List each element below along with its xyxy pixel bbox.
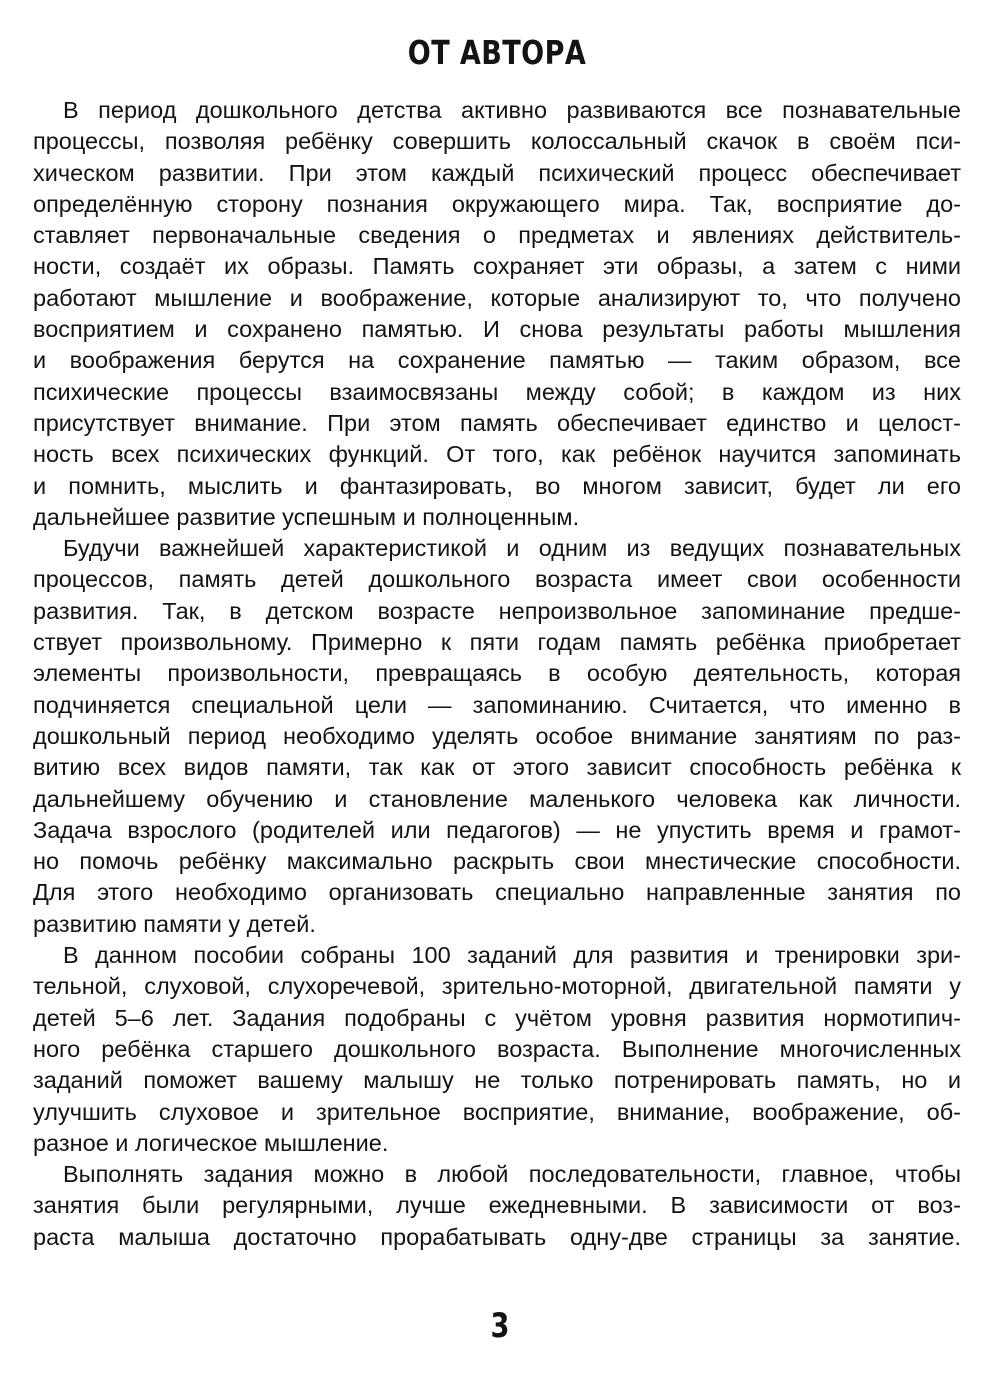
- text-line: и воображения берутся на сохранение памятью — таким образом, все: [33, 347, 961, 374]
- text-line: процессов, память детей дошкольного возраста имеет свои особенности: [33, 566, 961, 593]
- text-line: Будучи важнейшей характеристикой и одним из ведущих познавательных: [63, 535, 961, 562]
- text-line: В период дошкольного детства активно развиваются все познавательные: [63, 97, 961, 123]
- text-line: витию всех видов памяти, так как от этого зависит способность ребёнка к: [33, 754, 961, 781]
- text-line: подчиняется специальной цели — запоминанию. Считается, что именно в: [33, 691, 961, 718]
- text-line: ставляет первоначальные сведения о предметах и явлениях действитель-: [33, 222, 961, 249]
- page-title: ОТ АВТОРА: [407, 33, 587, 72]
- text-line: ного ребёнка старшего дошкольного возраста. Выполнение многочисленных: [33, 1035, 961, 1062]
- text-line: но помочь ребёнку максимально раскрыть свои мнестические способности.: [33, 848, 961, 875]
- text-line: определённую сторону познания окружающего мира. Так, восприятие до-: [33, 190, 961, 217]
- text-line: заданий поможет вашему малышу не только потренировать память, но и: [33, 1067, 961, 1094]
- text-line: раста малыша достаточно прорабатывать одну-две страницы за занятие.: [33, 1223, 961, 1250]
- text-line: Для этого необходимо организовать специально направленные занятия по: [33, 879, 961, 906]
- text-line: В данном пособии собраны 100 заданий для развития и тренировки зри-: [63, 942, 961, 969]
- page-number: 3: [490, 1306, 510, 1346]
- text-line: дальнейшему обучению и становление маленького человека как личности.: [33, 785, 961, 812]
- text-line: развитию памяти у детей.: [33, 910, 316, 937]
- paragraph: [33, 940, 961, 1159]
- text-line: занятия были регулярными, лучше ежедневными. В зависимости от воз-: [33, 1192, 961, 1219]
- text-line: детей 5–6 лет. Задания подобраны с учётом уровня развития нормотипич-: [33, 1004, 961, 1031]
- paragraph: [33, 533, 961, 940]
- text-line: восприятием и сохранено памятью. И снова результаты работы мышления: [33, 316, 961, 343]
- paragraph: [33, 95, 961, 533]
- text-line: улучшить слуховое и зрительное восприятие, внимание, воображение, об-: [33, 1098, 961, 1125]
- text-line: разное и логическое мышление.: [33, 1129, 389, 1156]
- paragraph: [33, 1159, 961, 1253]
- text-line: работают мышление и воображение, которые анализируют то, что получено: [33, 284, 961, 311]
- text-line: тельной, слуховой, слухоречевой, зрительно-моторной, двигательной памяти у: [33, 973, 961, 1000]
- text-line: дошкольный период необходимо уделять особое внимание занятиям по раз-: [33, 722, 961, 749]
- text-line: Выполнять задания можно в любой последовательности, главное, чтобы: [63, 1161, 961, 1188]
- text-line: Задача взрослого (родителей или педагогов) — не упустить время и грамот-: [33, 816, 961, 843]
- text-line: ность всех психических функций. От того, как ребёнок научится запоминать: [33, 441, 961, 468]
- text-line: ствует произвольному. Примерно к пяти годам память ребёнка приобретает: [33, 629, 961, 656]
- text-line: дальнейшее развитие успешным и полноценным.: [33, 503, 580, 530]
- text-line: процессы, позволяя ребёнку совершить колоссальный скачок в своём пси-: [33, 128, 961, 155]
- text-line: присутствует внимание. При этом память обеспечивает единство и целост-: [33, 409, 961, 436]
- text-line: элементы произвольности, превращаясь в особую деятельность, которая: [33, 660, 961, 687]
- text-line: и помнить, мыслить и фантазировать, во многом зависит, будет ли его: [33, 472, 961, 499]
- text-line: хическом развитии. При этом каждый психический процесс обеспечивает: [33, 159, 961, 186]
- text-line: развития. Так, в детском возрасте непроизвольное запоминание предше-: [33, 597, 961, 624]
- text-line: психические процессы взаимосвязаны между собой; в каждом из них: [33, 378, 961, 405]
- body-text: [33, 95, 961, 1253]
- text-line: ности, создаёт их образы. Память сохраняет эти образы, а затем с ними: [33, 253, 961, 280]
